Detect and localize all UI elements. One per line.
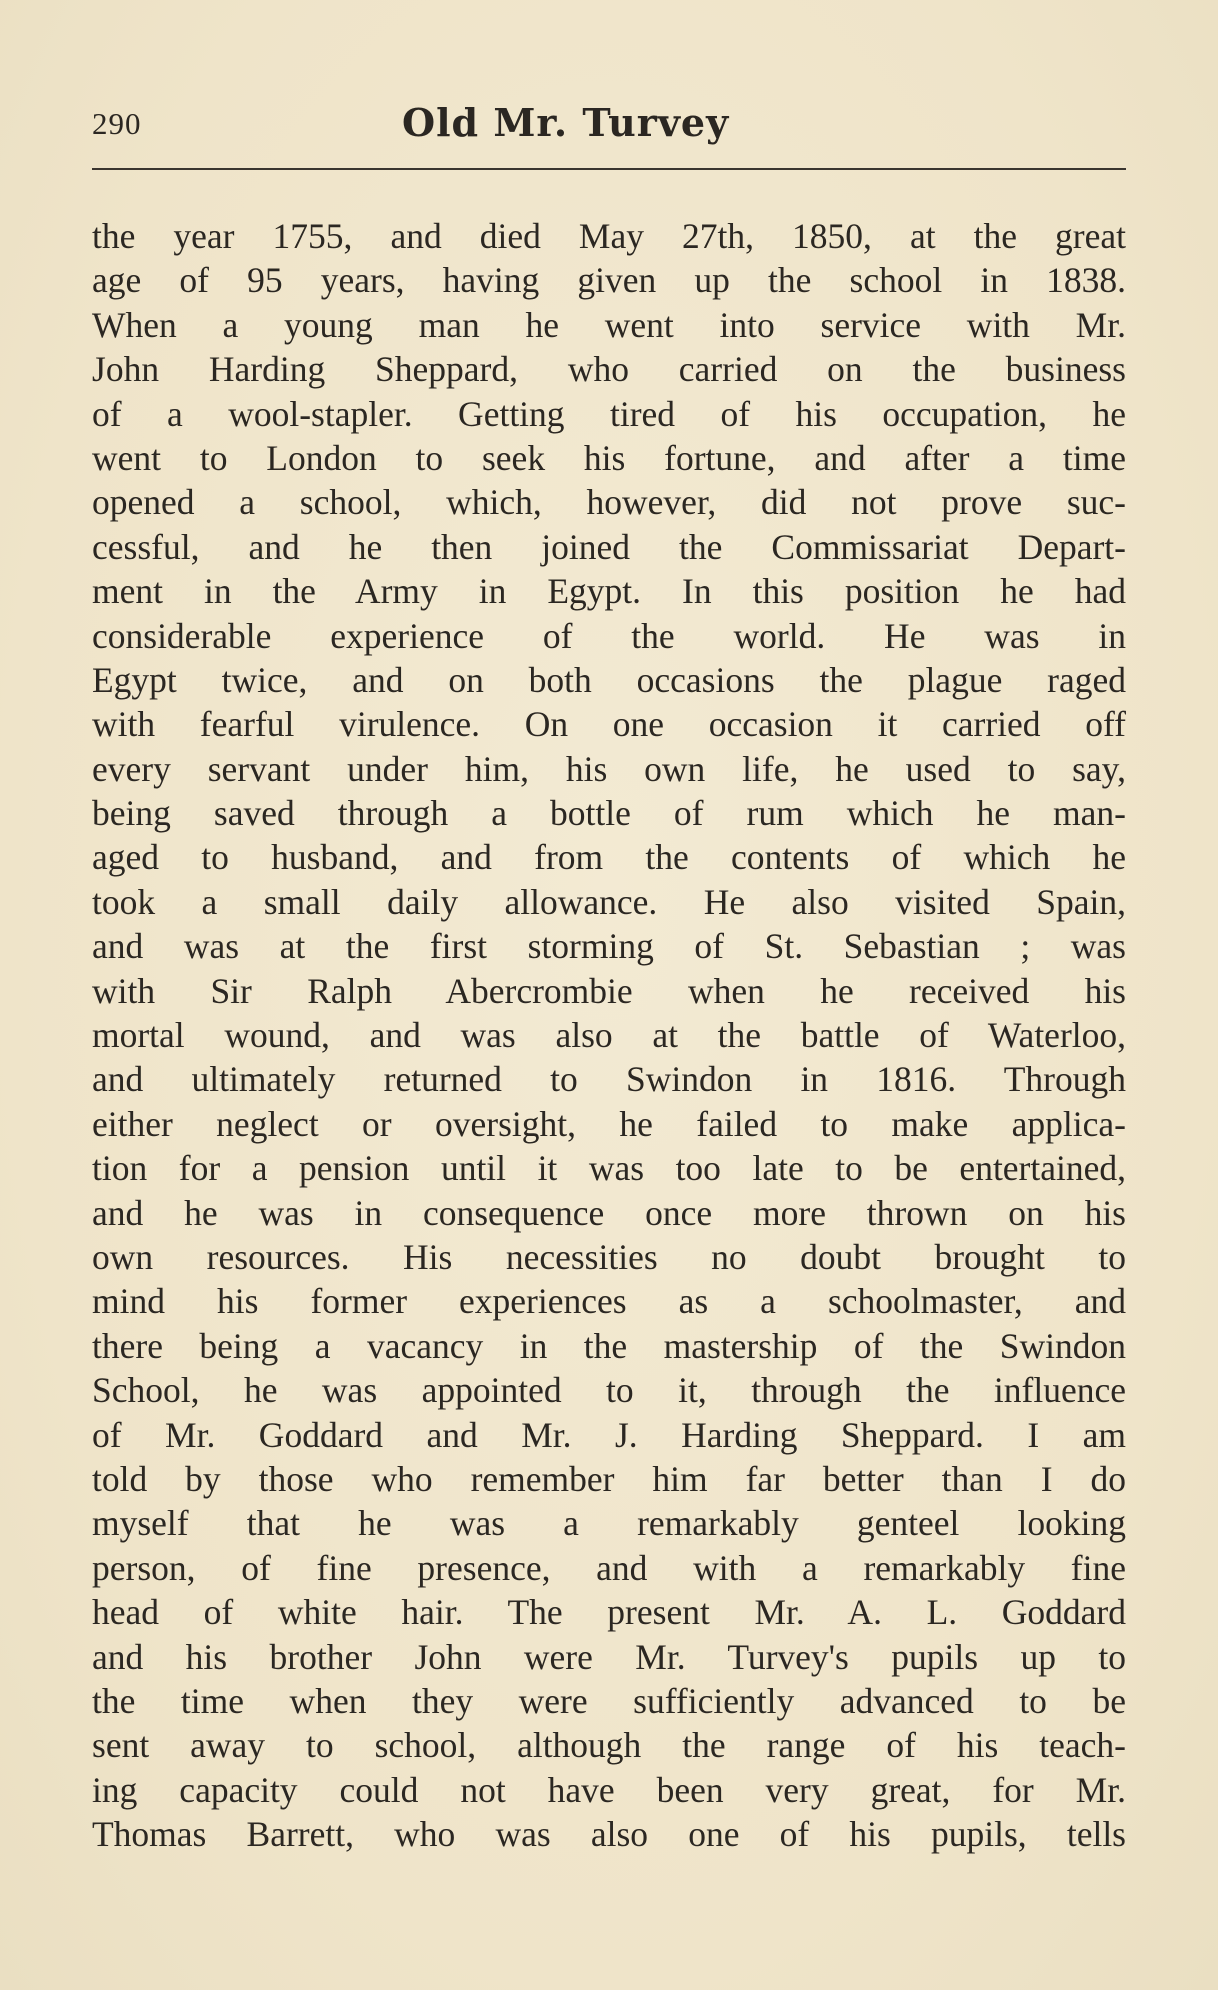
text-line: considerable experience of the world. He was in xyxy=(92,615,1126,656)
text-line: of a wool-stapler. Getting tired of his occupation, he xyxy=(92,393,1126,434)
text-line: there being a vacancy in the mastership of the Swindon xyxy=(92,1325,1126,1366)
text-line: the year 1755, and died May 27th, 1850, at the great xyxy=(92,216,1126,256)
text-line: sent away to school, although the range of his teach- xyxy=(92,1725,1126,1766)
body-text xyxy=(92,214,1126,1856)
text-line: every servant under him, his own life, he used to say, xyxy=(92,748,1126,789)
text-line: Egypt twice, and on both occasions the plague raged xyxy=(92,659,1126,700)
page-number: 290 xyxy=(92,106,142,141)
text-line: mortal wound, and was also at the battle of Waterloo, xyxy=(92,1015,1126,1056)
header-rule xyxy=(92,168,1126,170)
text-line: being saved through a bottle of rum which he man- xyxy=(92,793,1126,834)
text-line: the time when they were sufficiently advanced to be xyxy=(92,1680,1126,1721)
text-line: opened a school, which, however, did not prove suc- xyxy=(92,482,1126,523)
text-line: and he was in consequence once more thrown on his xyxy=(92,1192,1126,1233)
text-line: head of white hair. The present Mr. A. L. Goddard xyxy=(92,1592,1126,1633)
text-line: told by those who remember him far better than I do xyxy=(92,1458,1126,1499)
text-line: John Harding Sheppard, who carried on the business xyxy=(92,349,1126,390)
text-line: and was at the first storming of St. Sebastian ; was xyxy=(92,926,1126,967)
text-line: mind his former experiences as a schoolmaster, and xyxy=(92,1281,1126,1322)
text-line: took a small daily allowance. He also visited Spain, xyxy=(92,881,1126,922)
text-line: age of 95 years, having given up the school in 1838. xyxy=(92,260,1126,301)
text-line: Thomas Barrett, who was also one of his pupils, tells xyxy=(92,1814,1126,1855)
running-title: Old Mr. Turvey xyxy=(402,100,730,145)
text-line: own resources. His necessities no doubt brought to xyxy=(92,1236,1126,1277)
text-line: cessful, and he then joined the Commissariat Depart- xyxy=(92,526,1126,567)
text-line: When a young man he went into service with Mr. xyxy=(92,304,1126,345)
text-line: went to London to seek his fortune, and after a time xyxy=(92,437,1126,478)
text-line: of Mr. Goddard and Mr. J. Harding Sheppard. I am xyxy=(92,1414,1126,1455)
text-line: and ultimately returned to Swindon in 1816. Through xyxy=(92,1059,1126,1100)
text-line: person, of fine presence, and with a remarkably fine xyxy=(92,1547,1126,1588)
text-line: ing capacity could not have been very great, for Mr. xyxy=(92,1769,1126,1810)
text-line: either neglect or oversight, he failed to make applica- xyxy=(92,1103,1126,1144)
text-line: School, he was appointed to it, through the influence xyxy=(92,1370,1126,1411)
text-line: aged to husband, and from the contents of which he xyxy=(92,837,1126,878)
text-line: and his brother John were Mr. Turvey's pupils up to xyxy=(92,1636,1126,1677)
text-line: with fearful virulence. On one occasion it carried off xyxy=(92,704,1126,745)
text-line: with Sir Ralph Abercrombie when he received his xyxy=(92,970,1126,1011)
page-header xyxy=(92,98,1126,154)
text-line: ment in the Army in Egypt. In this position he had xyxy=(92,571,1126,612)
text-line: myself that he was a remarkably genteel looking xyxy=(92,1503,1126,1544)
text-line: tion for a pension until it was too late to be entertained, xyxy=(92,1148,1126,1189)
